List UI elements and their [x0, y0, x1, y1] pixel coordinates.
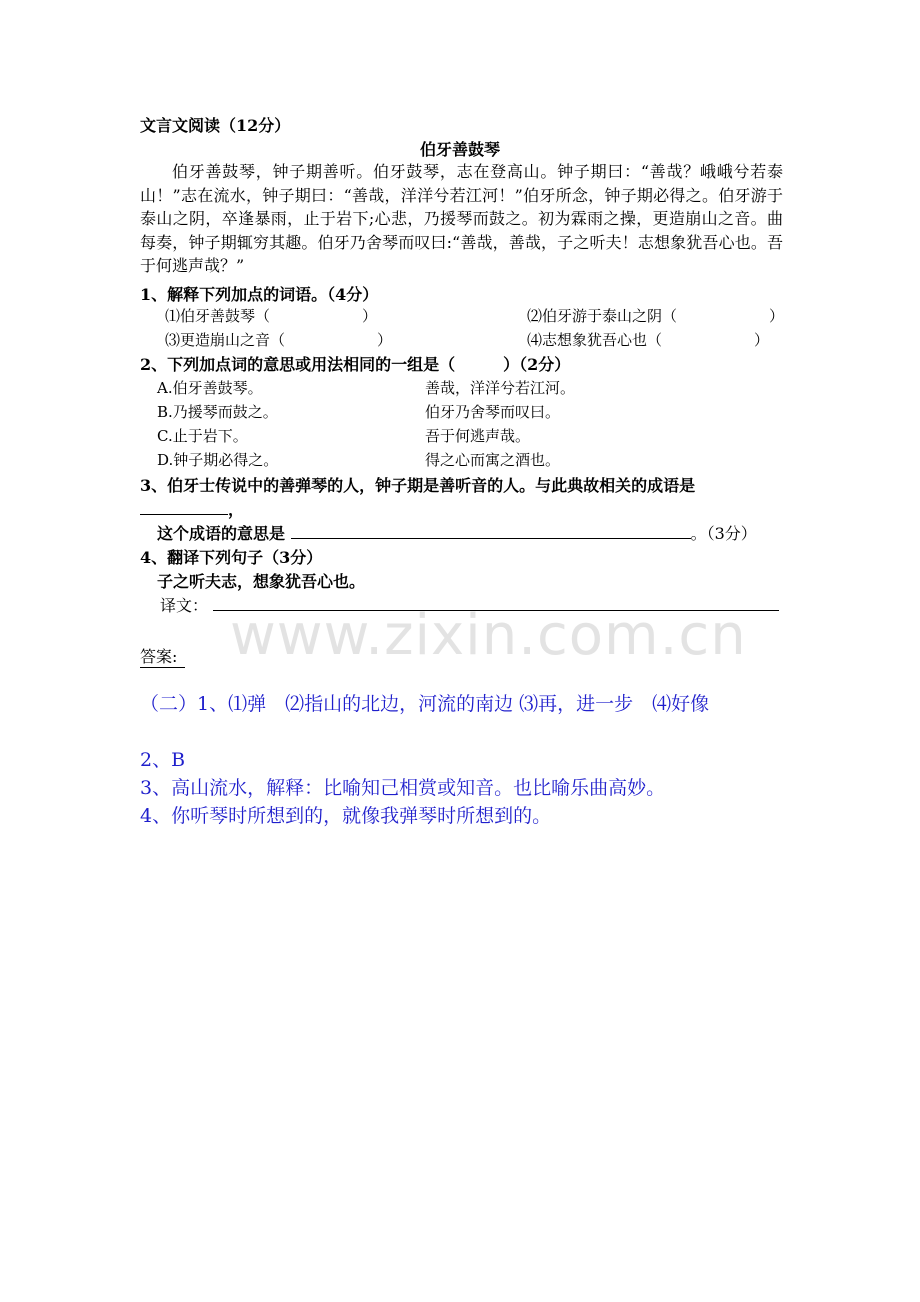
q2-option-d-left: D.钟子期必得之。: [157, 451, 279, 469]
q4-sentence: 子之听夫志，想象犹吾心也。: [157, 572, 366, 591]
q1-item-4: ⑷志想象犹吾心也（ ）: [527, 331, 770, 349]
q3-meaning-line: 这个成语的意思是 。（3分）: [157, 524, 757, 543]
answer-label: 答案:: [140, 644, 185, 668]
q1-item-1: ⑴伯牙善鼓琴（ ）: [165, 307, 378, 325]
answer-3: 3、高山流水，解释：比喻知己相赏或知音。也比喻乐曲高妙。: [140, 777, 666, 799]
q2-option-b-left: B.乃援琴而鼓之。: [157, 403, 278, 421]
q3-idiom-blank[interactable]: [140, 499, 228, 515]
watermark-text: www.zixin.com.cn: [230, 603, 747, 668]
passage-text: 伯牙善鼓琴，钟子期善听。伯牙鼓琴，志在登高山。钟子期曰：“善哉？峨峨兮若泰山！”志在流水，钟子期曰：“善哉，洋洋兮若江河！”伯牙所念，钟子期必得之。伯牙游于泰山之阴，卒逢暴雨，止于岩下;心悲，乃援琴而鼓之。初为霖雨之操，更造崩山之音。曲每奏，钟子期辄穷其趣。伯牙乃舍琴而叹曰:“善哉，善哉，子之听夫！志想象犹吾心也。吾于何逃声哉？”: [140, 162, 783, 275]
question-4-stem: 4、翻译下列句子（3分）: [140, 548, 323, 567]
question-1-stem: 1、解释下列加点的词语。（4分）: [140, 285, 379, 304]
q4-translation-line: 译文：: [160, 594, 779, 617]
question-3-stem: 3、伯牙士传说中的善弹琴的人，钟子期是善听音的人。与此典故相关的成语是: [140, 476, 696, 495]
section-heading: 文言文阅读（12分）: [140, 116, 291, 135]
q2-option-c-right: 吾于何逃声哉。: [425, 427, 531, 445]
q2-option-a-right: 善哉，洋洋兮若江河。: [425, 379, 576, 397]
q1-item-2: ⑵伯牙游于泰山之阴（ ）: [527, 307, 785, 325]
q1-item-3: ⑶更造崩山之音（ ）: [165, 331, 393, 349]
q2-option-a-left: A.伯牙善鼓琴。: [157, 379, 263, 397]
answer-2: 2、B: [140, 749, 186, 771]
question-2-stem: 2、下列加点词的意思或用法相同的一组是（ ）（2分）: [140, 355, 571, 374]
q2-option-b-right: 伯牙乃舍琴而叹曰。: [425, 403, 561, 421]
q2-option-d-right: 得之心而寓之酒也。: [425, 451, 561, 469]
passage-title: 伯牙善鼓琴: [419, 140, 500, 159]
answer-1: （二）1、⑴弹 ⑵指山的北边，河流的南边 ⑶再，进一步 ⑷好像: [140, 693, 710, 715]
q2-option-c-left: C.止于岩下。: [157, 427, 248, 445]
answer-4: 4、你听琴时所想到的，就像我弹琴时所想到的。: [140, 805, 552, 827]
q3-meaning-blank[interactable]: [291, 523, 691, 539]
q3-answer-line: ，: [140, 498, 244, 521]
